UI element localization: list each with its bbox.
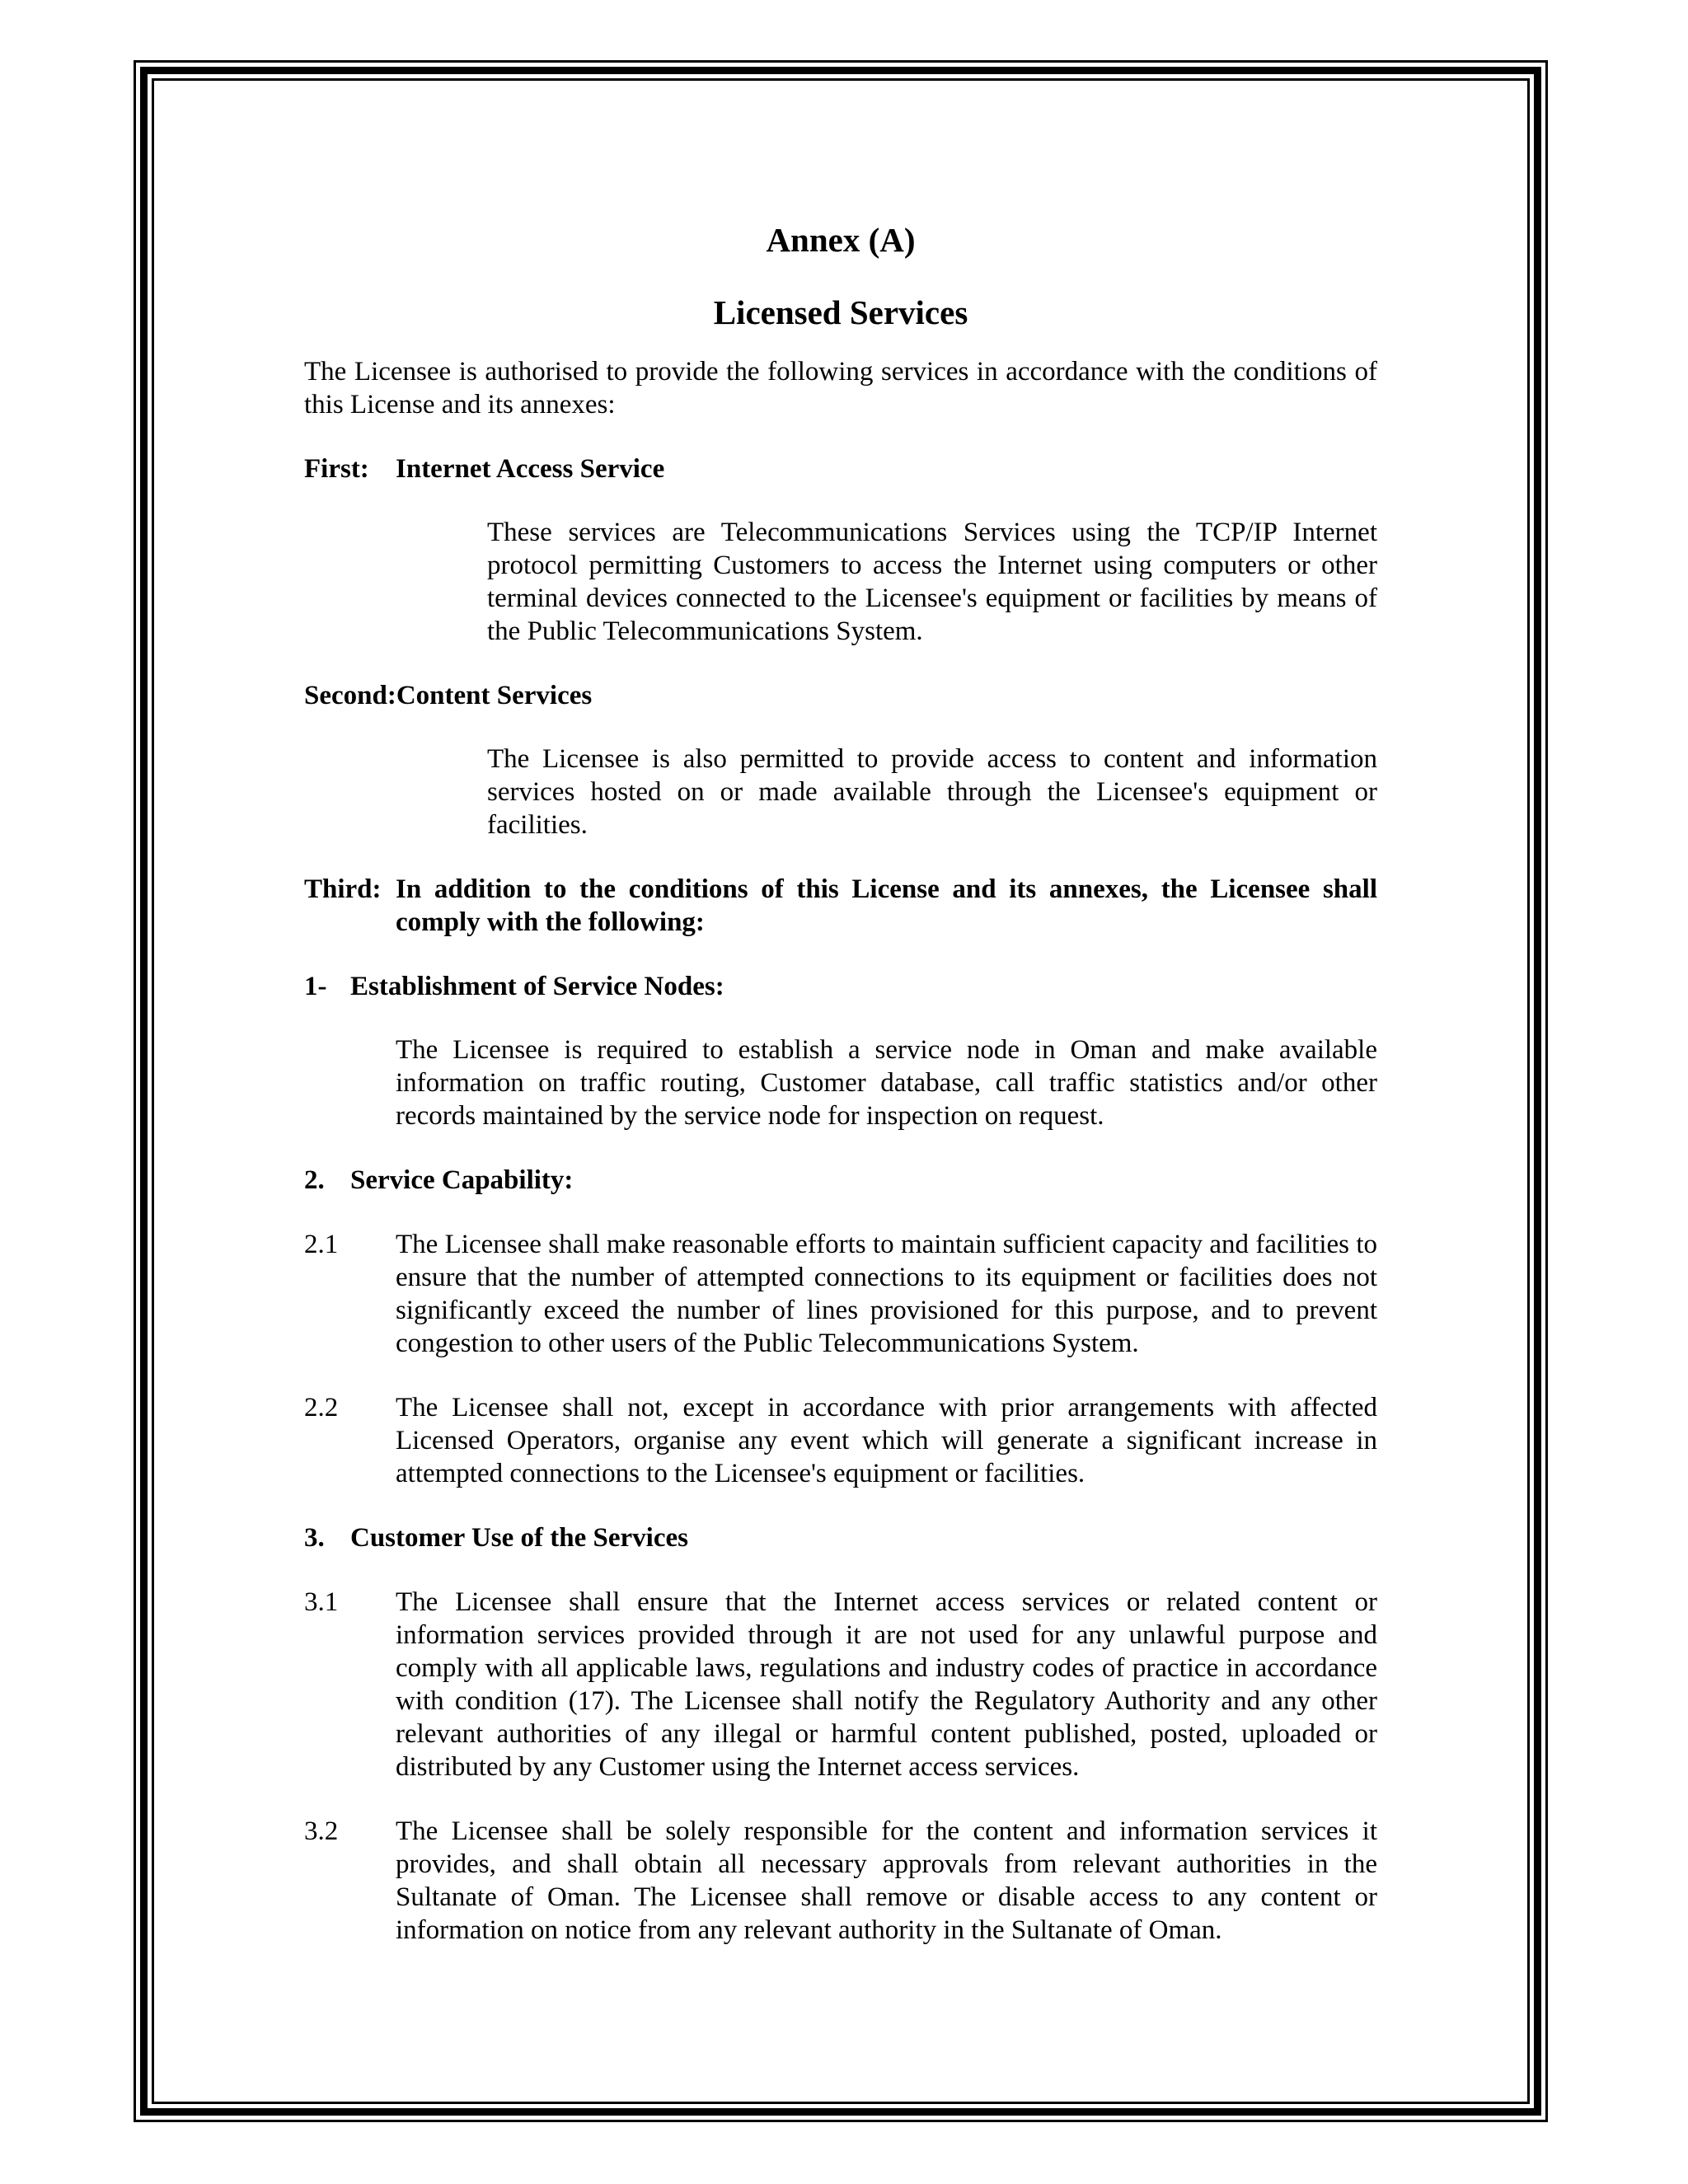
third-label: Third:: [304, 874, 382, 904]
third-heading: [304, 873, 1377, 939]
clause: [304, 1815, 1377, 1947]
section-number: 2.: [304, 1165, 325, 1195]
clause-text: The Licensee shall make reasonable efforts to maintain sufficient capacity and facilities to ensure that the number of attempted connections to its equipment or facilities does not significantly exceed the number of lines provisioned for this purpose, and to prevent congestion to other users of the Public Telecommunications System.: [396, 1230, 1377, 1358]
clause-text: The Licensee shall be solely responsible for the content and information services it provides, and shall obtain all necessary approvals from relevant authorities in the Sultanate of Oman. The Licensee shall remove or disable access to any content or information on notice from any relevant authority in the Sultanate of Oman.: [396, 1816, 1377, 1945]
first-heading: [304, 452, 1377, 485]
clause: [304, 1391, 1377, 1490]
second-heading-text: Content Services: [396, 681, 593, 710]
second-label: Second:: [304, 681, 396, 710]
first-heading-text: Internet Access Service: [396, 454, 665, 484]
second-body: The Licensee is also permitted to provide access to content and information services hosted on or made available through the Licensee's equipment or facilities.: [487, 744, 1377, 840]
section-heading: [304, 1521, 1377, 1554]
section-heading: [304, 1164, 1377, 1197]
second-heading: [304, 679, 1377, 712]
clause-number: 2.2: [304, 1393, 339, 1422]
first-body: These services are Telecommunications Services using the TCP/IP Internet protocol permitting Customers to access the Internet using computers or other terminal devices connected to the Licensee's equipment or facilities by means of the Public Telecommunications System.: [487, 518, 1377, 646]
document-body: [304, 211, 1377, 1947]
section-body: The Licensee is required to establish a service node in Oman and make available information on traffic routing, Customer database, call traffic statistics and/or other records maintained by the service node for inspection on request.: [396, 1035, 1377, 1131]
clause-text: The Licensee shall ensure that the Internet access services or related content or information services provided through it are not used for any unlawful purpose and comply with all applicable laws, regulations and industry codes of practice in accordance with condition (17). The Licensee shall notify the Regulatory Authority and any other relevant authorities of any illegal or harmful content published, posted, uploaded or distributed by any Customer using the Internet access services.: [396, 1587, 1377, 1782]
clause-number: 3.1: [304, 1587, 339, 1617]
intro-paragraph: The Licensee is authorised to provide the following services in accordance with the conditions of this License and its annexes:: [304, 357, 1377, 419]
section-heading-text: Service Capability:: [350, 1165, 574, 1195]
clause: [304, 1586, 1377, 1783]
first-label: First:: [304, 454, 369, 484]
third-heading-text: In addition to the conditions of this License and its annexes, the Licensee shall comply with the following:: [396, 874, 1377, 937]
clause-number: 2.1: [304, 1230, 339, 1259]
clause-text: The Licensee shall not, except in accordance with prior arrangements with affected Licensed Operators, organise any event which will generate a significant increase in attempted connections to the Licensee's equipment or facilities.: [396, 1393, 1377, 1488]
section-heading-text: Customer Use of the Services: [350, 1523, 688, 1553]
section-heading: [304, 970, 1377, 1003]
section-number: 3.: [304, 1523, 325, 1553]
clause: [304, 1228, 1377, 1360]
section-heading-text: Establishment of Service Nodes:: [350, 972, 724, 1001]
annex-subtitle: Licensed Services: [713, 293, 968, 331]
section-number: 1-: [304, 972, 327, 1001]
clause-number: 3.2: [304, 1816, 339, 1846]
annex-title: Annex (A): [766, 221, 916, 259]
